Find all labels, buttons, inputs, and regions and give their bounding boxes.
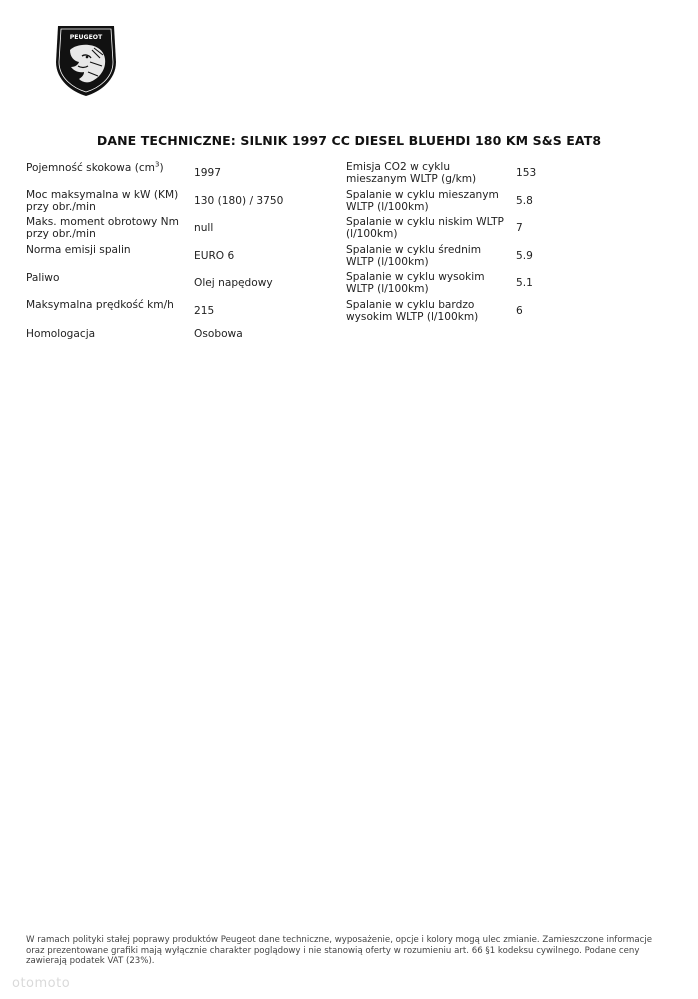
spec-row-consumption-very-high	[346, 299, 666, 324]
spec-row-homologation	[26, 327, 326, 343]
spec-row-consumption-medium	[346, 244, 666, 269]
spec-value: 153	[516, 166, 537, 179]
spec-row-displacement	[26, 161, 326, 187]
spec-value: EURO 6	[194, 249, 235, 262]
spec-row-consumption-low	[346, 216, 666, 241]
spec-label: Pojemność skokowa $(cm^3)$	[26, 160, 164, 174]
spec-value: 7	[516, 221, 523, 234]
spec-label: Spalanie w cyklu mieszanym WLTP (l/100km)	[346, 189, 499, 213]
spec-row-max-speed	[26, 299, 326, 324]
spec-value: Osobowa	[194, 328, 243, 341]
legal-footnote: W ramach polityki stałej poprawy produktów Peugeot dane techniczne, wyposażenie, opcje i kolory mogą ulec zmianie. Zamieszczone informacje oraz prezentowane grafiki mają wyłącznie charakter poglądowy i nie stanowią oferty w rozumieniu art. 66 §1 kodeksu cywilnego. Podane ceny zawierają podatek VAT (23%).	[26, 935, 653, 966]
spec-label: Paliwo	[26, 272, 60, 284]
spec-row-fuel	[26, 271, 326, 297]
spec-label: Homologacja	[26, 328, 96, 341]
spec-row-emission-norm	[26, 244, 326, 269]
spec-row-consumption-high	[346, 271, 666, 296]
spec-label: Maksymalna prędkość km/h	[26, 299, 174, 311]
spec-label: Maks. moment obrotowy Nm przy obr./min	[26, 216, 179, 240]
spec-value: 5.1	[516, 276, 533, 289]
spec-label: Spalanie w cyklu średnim WLTP (l/100km)	[346, 244, 482, 268]
watermark: otomoto	[12, 976, 71, 991]
spec-label: Emisja CO2 w cyklu mieszanym WLTP (g/km)	[346, 161, 477, 185]
spec-label: Spalanie w cyklu niskim WLTP (l/100km)	[346, 216, 504, 240]
spec-row-max-torque	[26, 216, 326, 241]
spec-value: 5.8	[516, 194, 533, 207]
spec-label: Spalanie w cyklu wysokim WLTP (l/100km)	[346, 271, 485, 295]
document-title: DANE TECHNICZNE: SILNIK 1997 CC DIESEL BLUEHDI 180 KM S&S EAT8	[96, 133, 602, 148]
spec-label: Norma emisji spalin	[26, 244, 131, 256]
spec-value: 6	[516, 304, 523, 317]
spec-value: null	[194, 221, 214, 234]
spec-value: 1997	[194, 167, 221, 180]
spec-row-consumption-mixed	[346, 189, 666, 214]
spec-value: 130 (180) / 3750	[194, 194, 284, 207]
spec-row-max-power	[26, 189, 326, 214]
spec-row-co2-emission	[346, 161, 666, 186]
logo-wordmark: PEUGEOT	[69, 34, 103, 41]
spec-label: Spalanie w cyklu bardzo wysokim WLTP (l/100km)	[346, 299, 479, 323]
spec-value: 215	[194, 304, 215, 317]
peugeot-logo	[52, 22, 120, 98]
spec-value: Olej napędowy	[194, 277, 273, 290]
spec-label: Moc maksymalna w kW (KM) przy obr./min	[26, 189, 179, 213]
lion-shield-icon	[52, 22, 120, 98]
spec-value: 5.9	[516, 249, 533, 262]
